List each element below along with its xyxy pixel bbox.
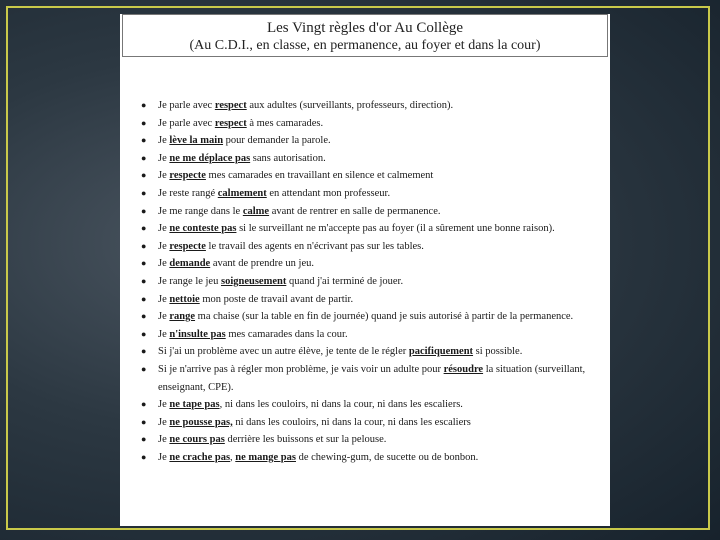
rule-keyword: ne pousse pas,	[169, 416, 233, 428]
rule-text: Je me range dans le	[158, 205, 243, 217]
rule-text: Je	[158, 434, 170, 446]
rule-keyword: ne conteste pas	[169, 223, 237, 235]
rule-keyword: soigneusement	[220, 275, 287, 287]
rule-text: quand j'ai terminé de jouer.	[286, 275, 404, 287]
rule-text: sans autorisation.	[250, 152, 326, 164]
rule-keyword: n'insulte pas	[169, 328, 226, 340]
rule-item	[138, 150, 593, 168]
rule-item	[138, 431, 593, 449]
rule-text: Je	[158, 170, 170, 182]
rule-item	[138, 203, 593, 221]
bullet-icon: ●	[141, 240, 147, 251]
bullet-icon: ●	[141, 451, 147, 462]
rule-keyword: respect	[214, 100, 247, 111]
bullet-icon: ●	[141, 346, 147, 357]
rule-text: Si j'ai un problème avec un autre élève, je tente de le régler	[158, 346, 409, 358]
rule-keyword: résoudre	[443, 363, 484, 375]
rule-item	[138, 361, 593, 396]
rule-text: Je parle avec	[158, 117, 215, 129]
rule-item	[138, 326, 593, 344]
rule-text: mon poste de travail avant de partir.	[199, 293, 354, 305]
rule-text: Je	[158, 399, 170, 411]
rule-keyword: nettoie	[169, 293, 200, 305]
rule-item	[138, 255, 593, 273]
rule-text: Je	[158, 135, 170, 147]
bullet-icon: ●	[141, 399, 147, 410]
rule-keyword: ne mange pas	[235, 451, 296, 463]
bullet-icon: ●	[141, 434, 147, 445]
rule-text: mes camarades en travaillant en silence et calmement	[205, 170, 434, 182]
rule-keyword: range	[169, 311, 196, 323]
rule-text: avant de prendre un jeu.	[210, 258, 315, 270]
bullet-icon: ●	[141, 363, 147, 374]
rule-keyword: demande	[169, 258, 211, 270]
rule-item	[138, 97, 593, 115]
rule-item	[138, 273, 593, 291]
rule-keyword: ne me déplace pas	[169, 152, 251, 164]
document-title: Les Vingt règles d'or Au Collège	[266, 20, 464, 36]
rule-text: à mes camarades.	[246, 117, 324, 129]
bullet-icon: ●	[141, 258, 147, 269]
rule-item	[138, 220, 593, 238]
rule-keyword: ne tape pas	[169, 399, 220, 411]
rule-text: , ni dans les couloirs, ni dans la cour, ni dans les escaliers.	[219, 399, 463, 411]
rule-keyword: lève la main	[169, 135, 224, 147]
title-box	[122, 14, 608, 57]
rule-item	[138, 291, 593, 309]
rule-item	[138, 238, 593, 256]
rule-text: en attendant mon professeur.	[266, 187, 391, 199]
rule-keyword: ne crache pas	[169, 451, 231, 463]
rule-keyword: respecte	[169, 170, 206, 182]
rule-item	[138, 308, 593, 326]
rule-text: mes camarades dans la cour.	[225, 328, 348, 340]
rule-text: le travail des agents en n'écrivant pas sur les tables.	[205, 240, 424, 252]
bullet-icon: ●	[141, 100, 147, 110]
rule-text: ,	[230, 451, 236, 463]
bullet-icon: ●	[141, 187, 147, 198]
bullet-icon: ●	[141, 135, 147, 146]
bullet-icon: ●	[141, 170, 147, 181]
rule-text: Je parle avec	[158, 100, 215, 111]
rules-list	[138, 97, 593, 466]
bullet-icon: ●	[141, 311, 147, 322]
bullet-icon: ●	[141, 275, 147, 286]
rule-text: Je range le jeu	[158, 275, 221, 287]
rule-text: Je	[158, 240, 170, 252]
bullet-icon: ●	[141, 328, 147, 339]
rule-text: la situation (surveillant, enseignant, CPE).	[158, 363, 586, 393]
bullet-icon: ●	[141, 416, 147, 427]
rule-item	[138, 185, 593, 203]
rule-text: ma chaise (sur la table en fin de journée) quand je suis autorisé à partir de la permanence.	[195, 311, 574, 323]
rule-text: Si je n'arrive pas à régler mon problème, je vais voir un adulte pour	[158, 363, 444, 375]
rule-keyword: calmement	[217, 187, 267, 199]
rule-keyword: respecte	[169, 240, 206, 252]
bullet-icon: ●	[141, 205, 147, 216]
rule-text: si le surveillant ne m'accepte pas au foyer (il a sûrement une bonne raison).	[236, 223, 555, 235]
rule-keyword: calme	[242, 205, 270, 217]
rule-keyword: pacifiquement	[408, 346, 474, 358]
rule-item	[138, 396, 593, 414]
document-page	[120, 14, 610, 526]
rule-text: aux adultes (surveillants, professeurs, direction).	[246, 100, 454, 111]
rule-text: si possible.	[473, 346, 523, 358]
rule-keyword: ne cours pas	[169, 434, 225, 446]
rule-text: Je	[158, 258, 170, 270]
rule-item	[138, 449, 593, 467]
document-subtitle: (Au C.D.I., en classe, en permanence, au foyer et dans la cour)	[189, 38, 541, 53]
rule-text: derrière les buissons et sur la pelouse.	[224, 434, 387, 446]
rule-item	[138, 414, 593, 432]
bullet-icon: ●	[141, 293, 147, 304]
rule-item	[138, 167, 593, 185]
rule-keyword: respect	[214, 117, 247, 129]
rule-item	[138, 132, 593, 150]
bullet-icon: ●	[141, 152, 147, 163]
rule-text: Je	[158, 223, 170, 235]
rule-text: de chewing-gum, de sucette ou de bonbon.	[295, 451, 479, 463]
rule-item	[138, 115, 593, 133]
rule-text: Je	[158, 293, 170, 305]
bullet-icon: ●	[141, 223, 147, 234]
rule-text: Je	[158, 416, 170, 428]
rule-item	[138, 343, 593, 361]
bullet-icon: ●	[141, 117, 147, 128]
rule-text: Je	[158, 328, 170, 340]
rule-text: Je	[158, 311, 170, 323]
rule-text: ni dans les couloirs, ni dans la cour, ni dans les escaliers	[232, 416, 471, 428]
rule-text: avant de rentrer en salle de permanence.	[269, 205, 441, 217]
rule-text: pour demander la parole.	[223, 135, 331, 147]
rule-text: Je	[158, 451, 170, 463]
rule-text: Je reste rangé	[158, 187, 218, 199]
rule-text: Je	[158, 152, 170, 164]
